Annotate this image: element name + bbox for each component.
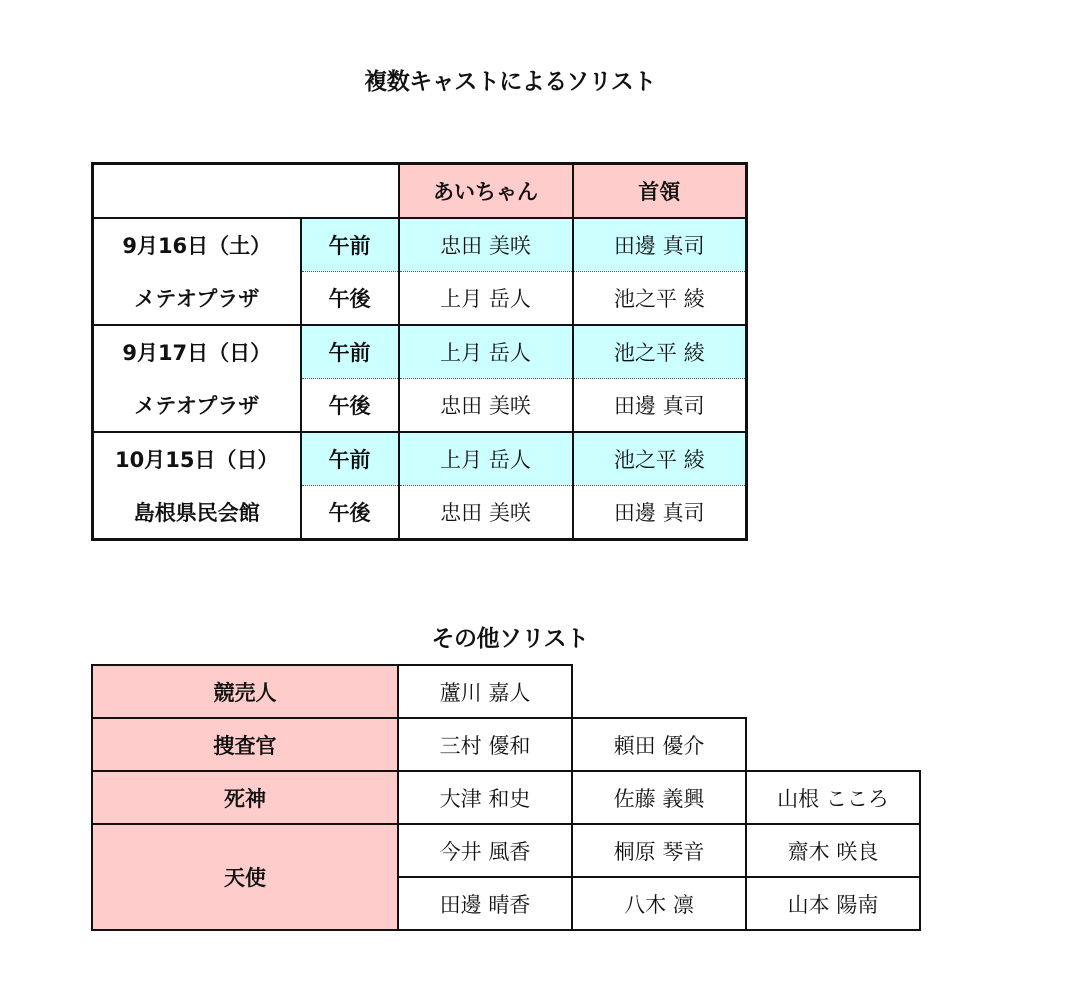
ai-chan-cast-cell: 忠田 美咲 — [399, 379, 573, 433]
boss-cast-cell: 池之平 綾 — [573, 325, 747, 379]
venue-cell: メテオプラザ — [93, 272, 301, 326]
cast-name-cell: 頼田 優介 — [572, 718, 746, 771]
cast-name-cell: 蘆川 嘉人 — [398, 665, 572, 718]
header-boss: 首領 — [573, 164, 747, 219]
empty-cell — [746, 718, 920, 771]
venue-cell: 島根県民会館 — [93, 486, 301, 540]
time-cell: 午後 — [301, 379, 399, 433]
time-cell: 午前 — [301, 432, 399, 486]
header-ai-chan: あいちゃん — [399, 164, 573, 219]
time-cell: 午前 — [301, 325, 399, 379]
main-title: 複数キャストによるソリスト — [364, 69, 656, 95]
boss-cast-cell: 田邊 真司 — [573, 486, 747, 540]
boss-cast-cell: 田邊 真司 — [573, 218, 747, 272]
boss-cast-cell: 池之平 綾 — [573, 272, 747, 326]
ai-chan-cast-cell: 忠田 美咲 — [399, 218, 573, 272]
date-cell: 10月15日（日） — [93, 432, 301, 486]
ai-chan-cast-cell: 上月 岳人 — [399, 325, 573, 379]
cast-name-cell: 齋木 咲良 — [746, 824, 920, 877]
empty-cell — [746, 665, 920, 718]
venue-cell: メテオプラザ — [93, 379, 301, 433]
cast-name-cell: 田邊 晴香 — [398, 877, 572, 930]
cast-name-cell: 八木 凛 — [572, 877, 746, 930]
time-cell: 午後 — [301, 272, 399, 326]
ai-chan-cast-cell: 上月 岳人 — [399, 272, 573, 326]
other-soloists-title: その他ソリスト — [431, 626, 589, 652]
role-cell: 競売人 — [92, 665, 398, 718]
date-cell: 9月17日（日） — [93, 325, 301, 379]
boss-cast-cell: 池之平 綾 — [573, 432, 747, 486]
ai-chan-cast-cell: 上月 岳人 — [399, 432, 573, 486]
cast-name-cell: 桐原 琴音 — [572, 824, 746, 877]
role-cell: 死神 — [92, 771, 398, 824]
other-soloists-table — [91, 664, 921, 931]
cast-name-cell: 佐藤 義興 — [572, 771, 746, 824]
role-cell: 捜査官 — [92, 718, 398, 771]
empty-cell — [572, 665, 746, 718]
ai-chan-cast-cell: 忠田 美咲 — [399, 486, 573, 540]
date-cell: 9月16日（土） — [93, 218, 301, 272]
role-cell: 天使 — [92, 824, 398, 930]
soloist-schedule-table — [91, 162, 748, 541]
time-cell: 午後 — [301, 486, 399, 540]
boss-cast-cell: 田邊 真司 — [573, 379, 747, 433]
cast-name-cell: 今井 風香 — [398, 824, 572, 877]
cast-name-cell: 山根 こころ — [746, 771, 920, 824]
cast-name-cell: 大津 和史 — [398, 771, 572, 824]
cast-name-cell: 三村 優和 — [398, 718, 572, 771]
time-cell: 午前 — [301, 218, 399, 272]
cast-name-cell: 山本 陽南 — [746, 877, 920, 930]
empty-header-cell — [93, 164, 399, 219]
